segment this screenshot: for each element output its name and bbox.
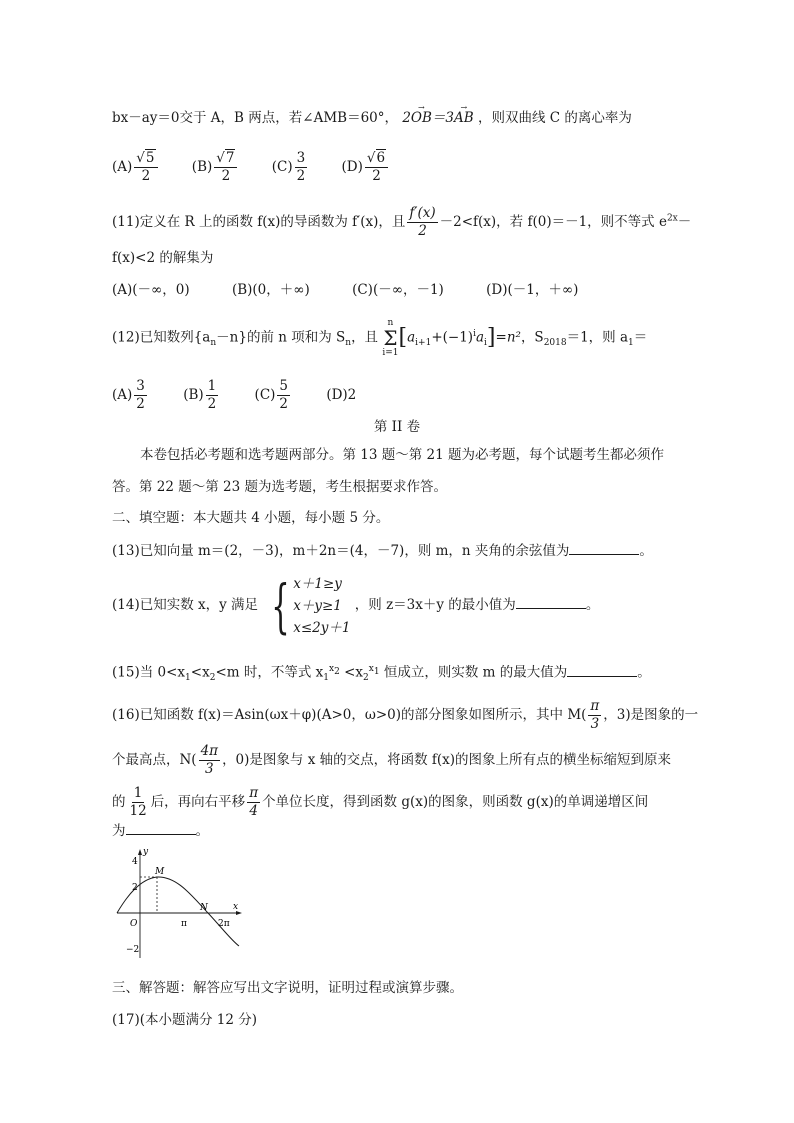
q12-summation: n Σ i=1: [382, 318, 399, 358]
x-tick-2pi: 2π: [218, 919, 230, 929]
origin-label: O: [130, 919, 138, 929]
q13-answer-blank: [569, 540, 639, 555]
q10-options: [112, 150, 390, 185]
y-tick-neg2: −2: [126, 945, 140, 955]
y-tick-4: 4: [132, 857, 138, 867]
q16-line3: 的 $\frac{1}{12}$ 后，再向右平移 $\frac{\pi}{4}$ 个单位长度，得到函数 g(x)的图象，则函数 g(x)的单调递增区间: [112, 785, 649, 819]
q11-option-a: (A)(－∞，0): [112, 282, 190, 298]
q11-option-b: (B)(0，＋∞): [231, 282, 310, 298]
q10-option-c: (C) $\frac{3}{2}$: [271, 150, 306, 184]
part2-intro-1: 本卷包括必考题和选考题两部分。第 13 题～第 21 题为必考题，每个试题考生都必须作: [140, 447, 665, 463]
q16-sine-graph: [112, 846, 247, 966]
part2-intro-2: 答。第 22 题～第 23 题为选考题，考生根据要求作答。: [112, 479, 448, 495]
q11-option-d: (D)(－1，＋∞): [486, 282, 579, 298]
q14-constraint-system: { x＋1≥y x＋y≥1 x≤2y＋1: [271, 571, 351, 640]
section3-heading: 三、解答题：解答应写出文字说明，证明过程或演算步骤。: [112, 980, 463, 996]
q12-option-c: (C) $\frac{5}{2}$: [254, 378, 289, 412]
q12-line: (12)已知数列$\{a_n-n\}$的前 n 项和为 $S_n$，且 n Σ i=1 $[a_{i+1}+(-1)^ia_i]=n^2$，$S_{2018}=1$，则 $a_1=$: [112, 318, 648, 358]
y-label: y: [143, 847, 149, 857]
q13-line: (13)已知向量 m＝(2，－3)，m＋2n＝(4，－7)，则 m，n 夹角的余弦值为 。: [112, 540, 653, 561]
q10-text: bx－ay＝0交于 A，B 两点，若∠AMB＝60°，: [112, 110, 399, 126]
q11-line1: (11)定义在 R 上的函数 f(x)的导函数为 f′(x)，且 $\frac{f'(x)}{2}$ －2<f(x)，若 f(0)＝－1，则不等式 $e^{2x}-$: [112, 205, 692, 239]
q14-answer-blank: [516, 594, 586, 609]
q12-options: [112, 378, 356, 413]
q10-option-a: (A) $\frac{√5}{2}$: [112, 150, 160, 185]
q15-answer-blank: [567, 662, 637, 677]
q11-option-c: (C)(－∞，－1): [352, 282, 444, 298]
x-tick-pi: π: [181, 919, 187, 929]
q11-fraction: $\frac{f'(x)}{2}$: [409, 205, 436, 239]
n-label: N: [200, 903, 208, 913]
q11-line2: f(x)<2 的解集为: [112, 250, 214, 266]
part2-title: 第 II 卷: [373, 419, 421, 435]
q17-heading: (17)(本小题满分 12 分): [112, 1012, 258, 1028]
q10-line: [112, 108, 632, 128]
y-tick-2: 2: [132, 883, 138, 893]
q10-option-d: (D) $\frac{√6}{2}$: [342, 150, 391, 185]
q12-option-a: (A) $\frac{3}{2}$: [112, 378, 145, 412]
q12-option-b: (B) $\frac{1}{2}$: [183, 378, 217, 412]
q16-line2: 个最高点，N( $\frac{4\pi}{3}$ ，0)是图象与 x 轴的交点，将函数 f(x)的图象上所有点的横坐标缩短到原来: [112, 743, 672, 777]
x-label: x: [233, 902, 239, 912]
q15-line: (15)当 $0<x_1<x_2<m$ 时，不等式 $x_1^{x_2} <x_2^{x_1}$ 恒成立，则实数 m 的最大值为 。: [112, 659, 651, 688]
q14-line: (14)已知实数 x，y 满足 { x＋1≥y x＋y≥1 x≤2y＋1 ，则 z＝3x＋y 的最小值为 。: [112, 571, 600, 640]
q10-text-end: ，则双曲线 C 的离心率为: [477, 110, 632, 126]
m-label: M: [155, 867, 165, 877]
q10-option-b: (B) $\frac{√7}{2}$: [192, 150, 240, 185]
q10-vector-equation: 2→ OB＝3→ AB: [402, 110, 473, 126]
q16-line4: 为 。: [112, 820, 209, 841]
q12-option-d: (D)2: [326, 387, 357, 403]
q16-line1: (16)已知函数 f(x)＝Asin(ωx＋φ)(A>0，ω>0)的部分图象如图所示，其中 M( $\frac{\pi}{3}$ ，3)是图象的一: [112, 698, 699, 732]
q11-options: [112, 280, 578, 300]
section2-heading: 二、填空题：本大题共 4 小题，每小题 5 分。: [112, 510, 390, 526]
q16-answer-blank: [126, 820, 196, 835]
